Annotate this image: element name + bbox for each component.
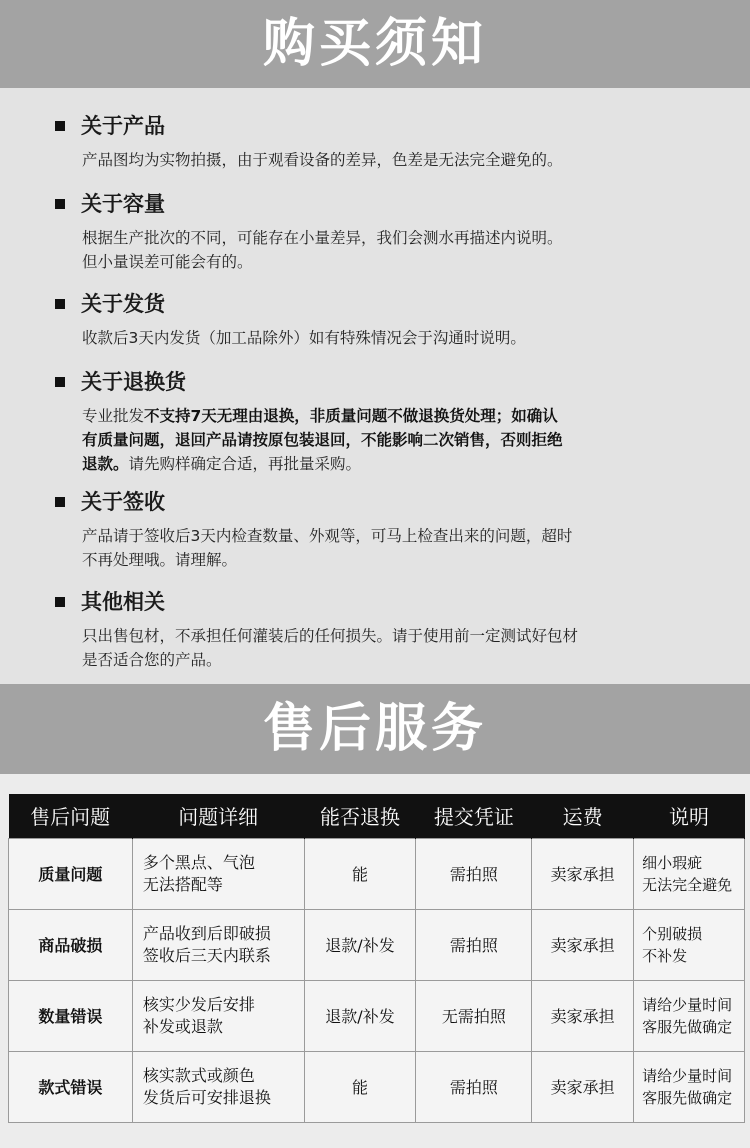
refund-cell: 能	[304, 838, 416, 909]
detail-line: 产品收到后即破损	[142, 923, 271, 943]
section-title: 关于产品	[81, 114, 165, 138]
section-returns	[55, 366, 715, 476]
detail-line: 补发或退款	[142, 1016, 223, 1036]
bullet-square-icon	[55, 497, 65, 507]
detail-cell	[132, 909, 304, 980]
issue-cell: 商品破损	[9, 909, 133, 980]
proof-cell: 无需拍照	[416, 980, 532, 1051]
detail-cell	[132, 838, 304, 909]
note-line: 请给少量时间	[642, 1066, 733, 1085]
detail-line: 核实款式或颜色	[142, 1065, 255, 1085]
detail-line: 发货后可安排退换	[142, 1087, 271, 1107]
shipping-cell: 卖家承担	[532, 980, 634, 1051]
section-title: 关于退换货	[81, 370, 186, 394]
section-title: 关于签收	[81, 490, 165, 514]
text-normal: 专业批发	[82, 407, 145, 425]
purchase-notice-banner: 购买须知	[0, 0, 750, 88]
table-header-row	[9, 794, 745, 838]
section-text	[82, 428, 715, 452]
note-cell	[634, 1051, 745, 1122]
after-sales-banner: 售后服务	[0, 684, 750, 774]
text-bold: 有质量问题，退回产品请按原包装退回，不能影响二次销售，否则拒绝	[82, 431, 563, 449]
shipping-cell: 卖家承担	[532, 1051, 634, 1122]
section-product	[55, 110, 715, 172]
bullet-square-icon	[55, 597, 65, 607]
detail-line: 签收后三天内联系	[142, 945, 271, 965]
refund-cell: 能	[304, 1051, 416, 1122]
bullet-square-icon	[55, 377, 65, 387]
text-normal: 请先购样确定合适，再批量采购。	[128, 455, 362, 473]
section-other	[55, 586, 715, 672]
section-text: 不再处理哦。请理解。	[82, 551, 238, 569]
refund-cell: 退款/补发	[304, 909, 416, 980]
bullet-square-icon	[55, 199, 65, 209]
note-cell	[634, 980, 745, 1051]
detail-line: 多个黑点、气泡	[142, 852, 255, 872]
header-cell: 能否退换	[304, 794, 416, 838]
issue-cell: 款式错误	[9, 1051, 133, 1122]
note-line: 细小瑕疵	[642, 853, 703, 872]
section-capacity	[55, 188, 715, 274]
bullet-square-icon	[55, 121, 65, 131]
header-cell: 说明	[634, 794, 745, 838]
note-line: 无法完全避免	[642, 875, 733, 894]
section-text: 是否适合您的产品。	[82, 651, 222, 669]
section-text	[82, 404, 715, 428]
section-title: 关于容量	[81, 192, 165, 216]
detail-cell	[132, 980, 304, 1051]
section-title: 其他相关	[81, 590, 165, 614]
proof-cell: 需拍照	[416, 1051, 532, 1122]
section-text: 但小量误差可能会有的。	[82, 253, 253, 271]
header-cell: 运费	[532, 794, 634, 838]
section-title: 关于发货	[81, 292, 165, 316]
table-row	[9, 838, 745, 909]
section-shipping	[55, 288, 715, 350]
table-row	[9, 980, 745, 1051]
refund-cell: 退款/补发	[304, 980, 416, 1051]
issue-cell: 质量问题	[9, 838, 133, 909]
note-cell	[634, 909, 745, 980]
proof-cell: 需拍照	[416, 909, 532, 980]
note-line: 不补发	[642, 946, 688, 965]
note-cell	[634, 838, 745, 909]
section-signing	[55, 486, 715, 572]
issue-cell: 数量错误	[9, 980, 133, 1051]
detail-line: 核实少发后安排	[142, 994, 255, 1014]
note-line: 个别破损	[642, 924, 703, 943]
header-cell: 提交凭证	[416, 794, 532, 838]
note-line: 客服先做确定	[642, 1088, 733, 1107]
text-bold: 退款。	[82, 455, 129, 473]
purchase-notice-section	[0, 88, 750, 684]
header-cell: 售后问题	[9, 794, 133, 838]
header-cell: 问题详细	[132, 794, 304, 838]
note-line: 客服先做确定	[642, 1017, 733, 1036]
after-sales-table-area	[0, 774, 750, 1148]
section-text: 产品请于签收后3天内检查数量、外观等，可马上检查出来的问题，超时	[82, 527, 573, 545]
bullet-square-icon	[55, 299, 65, 309]
after-sales-table	[8, 794, 745, 1123]
shipping-cell: 卖家承担	[532, 909, 634, 980]
shipping-cell: 卖家承担	[532, 838, 634, 909]
section-text: 产品图均为实物拍摄，由于观看设备的差异，色差是无法完全避免的。	[82, 151, 563, 169]
table-row	[9, 909, 745, 980]
section-text	[82, 452, 715, 476]
table-row	[9, 1051, 745, 1122]
section-text: 只出售包材，不承担任何灌装后的任何损失。请于使用前一定测试好包材	[82, 627, 579, 645]
section-text: 收款后3天内发货（加工品除外）如有特殊情况会于沟通时说明。	[82, 329, 526, 347]
note-line: 请给少量时间	[642, 995, 733, 1014]
section-text: 根据生产批次的不同，可能存在小量差异，我们会测水再描述内说明。	[82, 229, 563, 247]
text-bold: 不支持7天无理由退换，非质量问题不做退换货处理；如确认	[144, 407, 558, 425]
proof-cell: 需拍照	[416, 838, 532, 909]
detail-line: 无法搭配等	[142, 874, 223, 894]
detail-cell	[132, 1051, 304, 1122]
